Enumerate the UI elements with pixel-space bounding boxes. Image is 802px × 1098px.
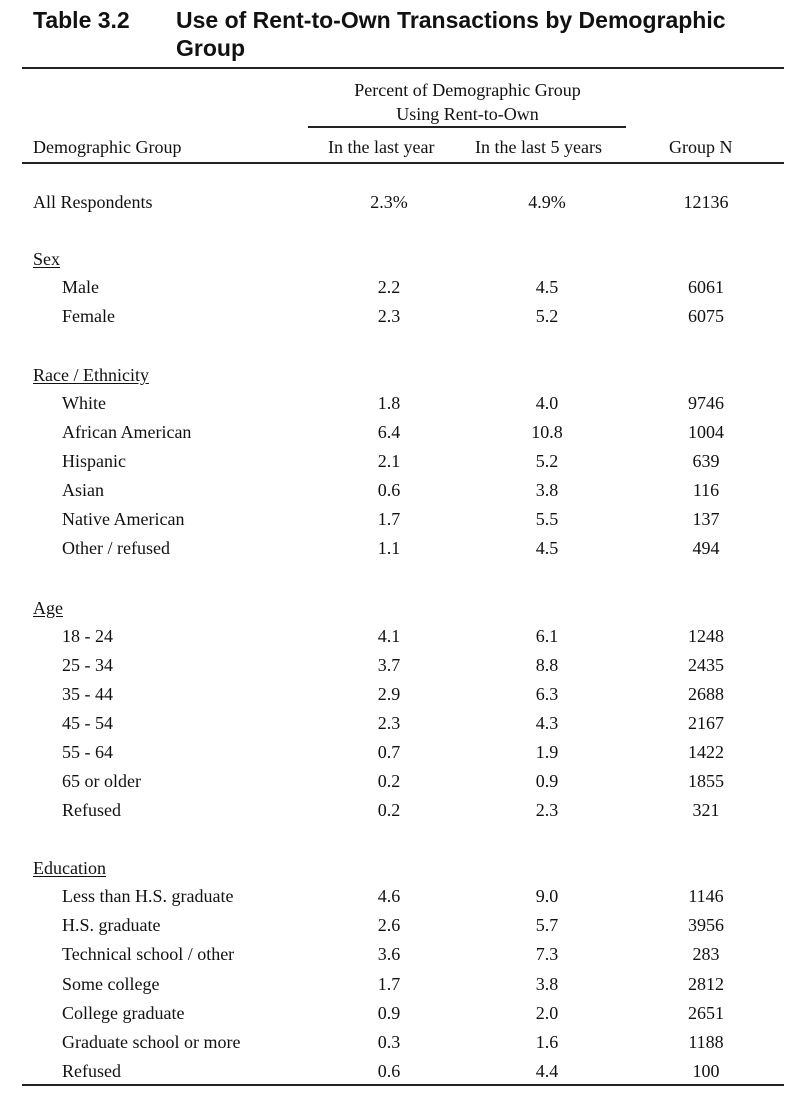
row-label: Technical school / other — [62, 944, 235, 964]
cell-last-year: 0.3 — [377, 1032, 401, 1052]
header-rule — [22, 162, 784, 164]
row-label: White — [62, 393, 106, 413]
cell-group-n: 9746 — [688, 393, 724, 413]
cell-group-n: 100 — [692, 1061, 720, 1081]
table-row — [0, 798, 802, 827]
cell-last-5-years: 5.5 — [535, 509, 559, 529]
section-header-row — [0, 363, 802, 392]
row-label: Refused — [62, 1061, 121, 1081]
row-label: 35 - 44 — [62, 684, 113, 704]
table-row — [0, 420, 802, 449]
cell-last-year: 2.1 — [377, 451, 401, 471]
header-group-n: Group N — [669, 137, 733, 157]
table-row — [0, 682, 802, 711]
cell-last-5-years: 5.2 — [535, 451, 559, 471]
cell-last-5-years: 5.7 — [535, 915, 559, 935]
cell-group-n: 639 — [692, 451, 720, 471]
cell-last-year: 0.6 — [377, 1061, 401, 1081]
cell-last-5-years: 5.2 — [535, 306, 559, 326]
row-label: H.S. graduate — [62, 915, 161, 935]
cell-last-year: 0.9 — [377, 1003, 401, 1023]
cell-last-year: 3.7 — [377, 655, 401, 675]
column-group-header — [300, 78, 635, 126]
cell-group-n: 1004 — [688, 422, 724, 442]
cell-last-year: 2.3 — [377, 306, 401, 326]
column-group-header-line1: Percent of Demographic Group — [354, 80, 581, 100]
cell-last-year: 1.7 — [377, 974, 401, 994]
cell-last-5-years: 9.0 — [535, 886, 559, 906]
cell-last-5-years: 3.8 — [535, 974, 559, 994]
cell-last-5-years: 4.5 — [535, 538, 559, 558]
table-row — [0, 942, 802, 971]
cell-last-5-years: 4.0 — [535, 393, 559, 413]
table-row — [0, 972, 802, 1001]
row-label: 55 - 64 — [62, 742, 113, 762]
header-demographic-group: Demographic Group — [33, 137, 182, 157]
cell-last-5-years: 4.4 — [535, 1061, 559, 1081]
section-label: Sex — [33, 249, 60, 269]
cell-group-n: 1855 — [688, 771, 724, 791]
cell-group-n: 3956 — [688, 915, 724, 935]
cell-last-year: 0.7 — [377, 742, 401, 762]
table-row — [0, 275, 802, 304]
cell-last-year: 2.9 — [377, 684, 401, 704]
cell-last-5-years: 6.1 — [535, 626, 559, 646]
section-header-row — [0, 856, 802, 885]
table-title: Use of Rent-to-Own Transactions by Demographic Group — [176, 7, 726, 61]
cell-last-year: 4.6 — [377, 886, 401, 906]
section-label: Education — [33, 858, 106, 878]
cell-last-5-years: 2.0 — [535, 1003, 559, 1023]
cell-group-n: 116 — [692, 480, 720, 500]
cell-last-year: 0.6 — [377, 480, 401, 500]
cell-last-year: 0.2 — [377, 771, 401, 791]
section-header-row — [0, 247, 802, 276]
cell-last-5-years: 8.8 — [535, 655, 559, 675]
row-label: College graduate — [62, 1003, 185, 1023]
cell-group-n: 137 — [692, 509, 720, 529]
cell-group-n: 1188 — [688, 1032, 724, 1052]
section-label: Race / Ethnicity — [33, 365, 149, 385]
table-row — [0, 507, 802, 536]
cell-group-n: 283 — [692, 944, 720, 964]
cell-last-year: 1.7 — [377, 509, 401, 529]
cell-last-year: 0.2 — [377, 800, 401, 820]
row-label: Less than H.S. graduate — [62, 886, 234, 906]
bottom-rule — [22, 1084, 784, 1086]
cell-last-year: 2.2 — [377, 277, 401, 297]
row-label: Female — [62, 306, 115, 326]
top-rule — [22, 67, 784, 69]
row-label: 25 - 34 — [62, 655, 113, 675]
cell-last-5-years: 1.9 — [535, 742, 559, 762]
table-row — [0, 711, 802, 740]
cell-group-n: 2167 — [688, 713, 724, 733]
section-label: Age — [33, 598, 63, 618]
row-label: Other / refused — [62, 538, 170, 558]
column-group-rule — [308, 126, 626, 128]
row-label: 45 - 54 — [62, 713, 113, 733]
row-label: Refused — [62, 800, 121, 820]
cell-last-5-years: 2.3 — [535, 800, 559, 820]
cell-last-5-years: 3.8 — [535, 480, 559, 500]
header-last-year: In the last year — [328, 137, 435, 157]
cell-group-n: 12136 — [683, 192, 729, 212]
table-row — [0, 913, 802, 942]
cell-last-year: 2.3% — [370, 192, 408, 212]
column-group-header-line2: Using Rent-to-Own — [396, 104, 539, 124]
row-label: African American — [62, 422, 192, 442]
table-row — [0, 391, 802, 420]
row-label: 18 - 24 — [62, 626, 113, 646]
row-label: Native American — [62, 509, 185, 529]
cell-group-n: 2812 — [688, 974, 724, 994]
cell-last-year: 1.1 — [377, 538, 401, 558]
cell-last-5-years: 10.8 — [531, 422, 563, 442]
table-row — [0, 769, 802, 798]
cell-last-5-years: 4.5 — [535, 277, 559, 297]
table-row — [0, 449, 802, 478]
table-row — [0, 624, 802, 653]
cell-group-n: 321 — [692, 800, 720, 820]
cell-last-year: 2.3 — [377, 713, 401, 733]
table-row — [0, 1030, 802, 1059]
row-label: Asian — [62, 480, 104, 500]
cell-group-n: 1146 — [688, 886, 724, 906]
table-number: Table 3.2 — [33, 7, 130, 33]
table-row — [0, 653, 802, 682]
header-last-5-years: In the last 5 years — [475, 137, 602, 157]
row-label: Some college — [62, 974, 160, 994]
cell-last-5-years: 1.6 — [535, 1032, 559, 1052]
table-row — [0, 190, 802, 219]
cell-last-5-years: 7.3 — [535, 944, 559, 964]
cell-last-5-years: 4.9% — [528, 192, 566, 212]
table-row — [0, 478, 802, 507]
row-label: Hispanic — [62, 451, 126, 471]
cell-group-n: 1422 — [688, 742, 724, 762]
cell-last-5-years: 0.9 — [535, 771, 559, 791]
table-row — [0, 884, 802, 913]
cell-group-n: 2435 — [688, 655, 724, 675]
table-row — [0, 740, 802, 769]
cell-last-year: 2.6 — [377, 915, 401, 935]
row-label: Graduate school or more — [62, 1032, 241, 1052]
cell-group-n: 494 — [692, 538, 720, 558]
cell-last-year: 3.6 — [377, 944, 401, 964]
cell-group-n: 2688 — [688, 684, 724, 704]
table-row — [0, 536, 802, 565]
row-label: 65 or older — [62, 771, 141, 791]
cell-group-n: 2651 — [688, 1003, 724, 1023]
cell-last-year: 4.1 — [377, 626, 401, 646]
cell-group-n: 6075 — [688, 306, 724, 326]
row-label: All Respondents — [33, 192, 153, 212]
cell-last-5-years: 6.3 — [535, 684, 559, 704]
cell-group-n: 1248 — [688, 626, 724, 646]
cell-last-year: 6.4 — [377, 422, 401, 442]
cell-last-year: 1.8 — [377, 393, 401, 413]
row-label: Male — [62, 277, 99, 297]
cell-group-n: 6061 — [688, 277, 724, 297]
table-row — [0, 304, 802, 333]
table-row — [0, 1001, 802, 1030]
cell-last-5-years: 4.3 — [535, 713, 559, 733]
section-header-row — [0, 596, 802, 625]
